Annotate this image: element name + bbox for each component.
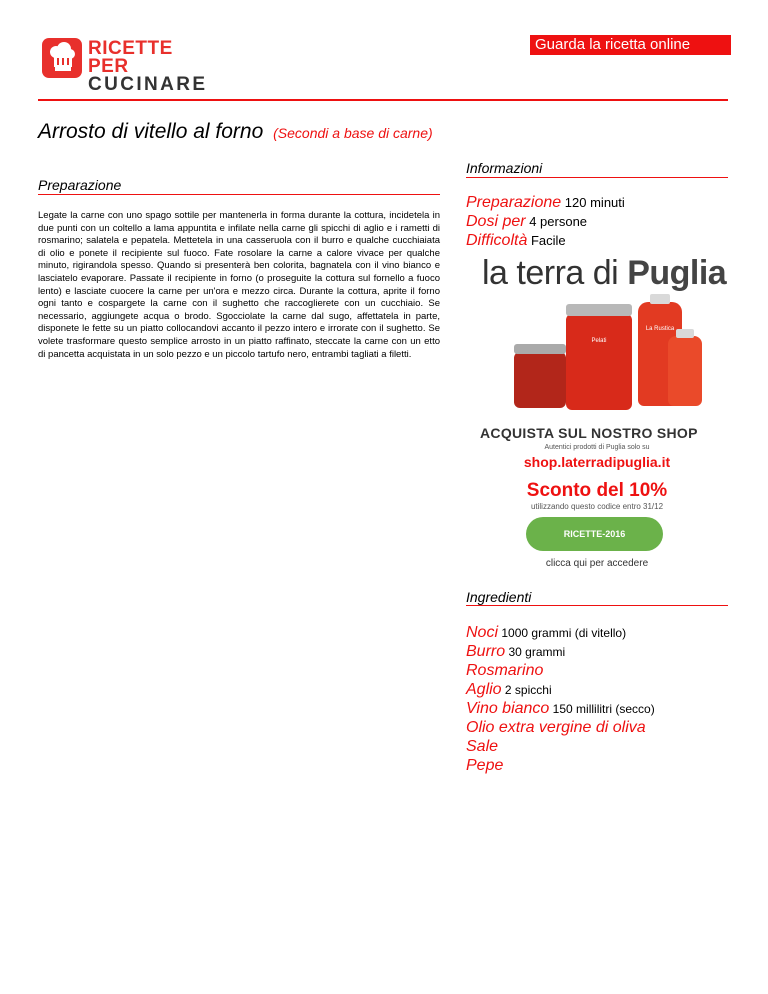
ad-code-note: utilizzando questo codice entro 31/12: [530, 502, 664, 511]
ingredient-name: Burro: [466, 643, 506, 660]
ingredient-name: Olio extra vergine di oliva: [466, 719, 646, 736]
product-jar-small: [514, 352, 566, 408]
ingredient-item: [466, 700, 655, 718]
ad-brand-logo: [482, 254, 726, 293]
ad-shop-link[interactable]: shop.laterradipuglia.it: [523, 454, 671, 470]
info-row-servings: [466, 213, 587, 231]
ad-brand-light: la terra di: [482, 254, 628, 292]
brand-line-1: RICETTE PER: [88, 38, 173, 77]
info-divider: [466, 177, 728, 178]
ingredient-item: [466, 624, 626, 642]
product-jar-pelati: [566, 314, 632, 410]
info-label: Preparazione: [466, 194, 562, 211]
brand-name: [88, 40, 212, 94]
ingredient-name: Sale: [466, 738, 499, 755]
ingredient-qty: 150 millilitri (secco): [552, 702, 655, 716]
ingredient-qty: 1000 grammi (di vitello): [501, 626, 627, 640]
recipe-category: (Secondi a base di carne): [273, 125, 433, 141]
ingredient-item: [466, 643, 565, 661]
promo-code-button[interactable]: RICETTE-2016: [526, 517, 663, 551]
recipe-title-line: [38, 120, 433, 144]
ingredient-name: Rosmarino: [466, 662, 544, 679]
ad-headline: ACQUISTA SUL NOSTRO SHOP: [480, 425, 698, 441]
preparation-text: Legate la carne con uno spago sottile per mantenerla in forma durante la cottura, incidetela in due punti con un coltello a lama appuntita e infilate nella carne gli spicchi di aglio e i rametti di rosmarino; salatela e pepatela. Mettetela in una casseruola con il burro e qualche cucchiaiata di olio e ponete il recipiente sul fuoco. Fate rosolare la carne a calore vivace per qualche minuto, rigirandola spesso. Quando si presenterà ben colorita, bagnatela con il vino bianco e lasciatelo evaporare. Passate il recipiente in forno (o proseguite la cottura sul fornello a fuoco lento) e lasciate cuocere la carne per un'ora e mezzo circa. Durante la cottura, aprite il forno ogni tanto e cospargete la carne con il sughetto che raccoglierete con un cucchiaio. Se necessario, aggiungete acqua o brodo. Sgocciolate la carne dal sugo, affettatela in parte, disponete le fette su un piatto collocandovi accanto il pezzo intero e irrorate con il sughetto. Se volete trasformare questo semplice arrosto in un piatto raffinato, steccate la carne con un etto di pancetta acquistata in un solo pezzo e un piccolo tartufo nero, entrambi tagliati a filetti.: [38, 210, 440, 360]
info-label: Difficoltà: [466, 232, 528, 249]
ingredient-item: [466, 757, 503, 775]
info-label: Dosi per: [466, 213, 526, 230]
info-value: Facile: [530, 233, 566, 248]
preparation-divider: [38, 194, 440, 195]
info-value: 4 persone: [529, 214, 588, 229]
site-logo[interactable]: [42, 38, 212, 95]
info-row-difficulty: [466, 232, 566, 250]
ad-subline: Autentici prodotti di Puglia solo su: [544, 444, 650, 451]
preparation-heading: Preparazione: [38, 177, 122, 193]
ingredients-divider: [466, 605, 728, 606]
ingredient-qty: 30 grammi: [508, 645, 566, 659]
ingredient-name: Pepe: [466, 757, 504, 774]
header-divider: [38, 99, 728, 101]
product-bottle-small: [668, 336, 702, 406]
ingredient-name: Aglio: [466, 681, 502, 698]
brand-line-2: CUCINARE: [88, 74, 208, 95]
bottle-label: La Rustica: [645, 326, 675, 332]
ingredient-name: Noci: [466, 624, 499, 641]
ingredient-item: [466, 662, 543, 680]
info-value: 120 minuti: [564, 195, 625, 210]
shop-advertisement[interactable]: [466, 254, 728, 574]
ingredients-heading: Ingredienti: [466, 589, 532, 605]
recipe-title: Arrosto di vitello al forno: [38, 120, 264, 143]
jar-label: Pelati: [591, 338, 607, 344]
info-row-prep-time: [466, 194, 625, 212]
ingredient-name: Vino bianco: [466, 700, 550, 717]
ad-discount: Sconto del 10%: [526, 480, 668, 501]
view-recipe-online-button[interactable]: Guarda la ricetta online: [530, 35, 731, 55]
ingredient-item: [466, 681, 552, 699]
ad-click-here-link[interactable]: clicca qui per accedere: [545, 558, 649, 569]
ingredient-qty: 2 spicchi: [504, 683, 552, 697]
info-heading: Informazioni: [466, 160, 543, 176]
ingredient-item: [466, 738, 498, 756]
ad-brand-bold: Puglia: [627, 254, 727, 292]
ingredient-item: [466, 719, 646, 737]
chef-hat-icon: [42, 38, 82, 78]
